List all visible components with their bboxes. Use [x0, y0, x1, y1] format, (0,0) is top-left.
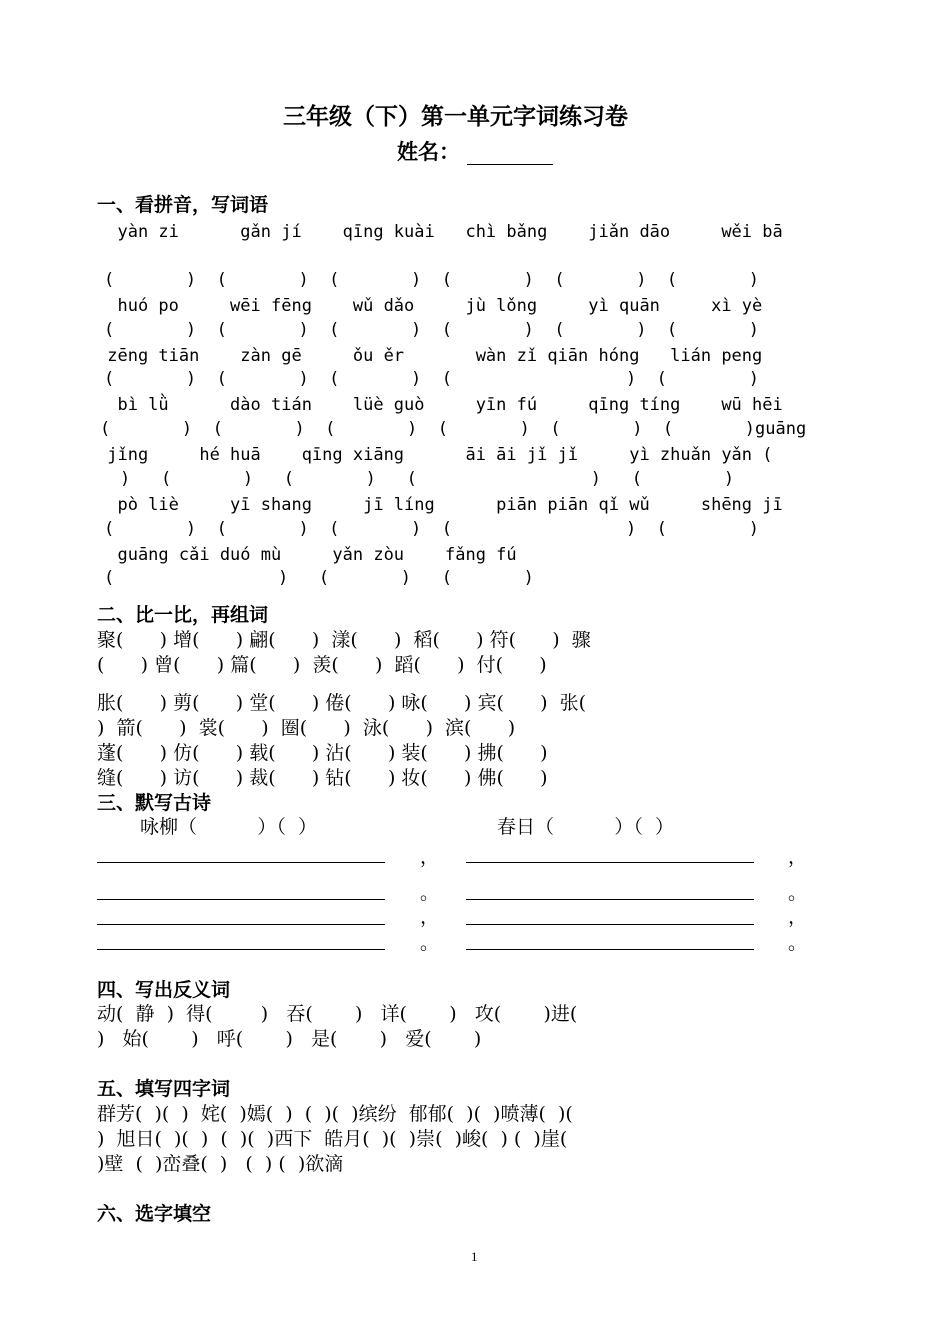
answer-blanks-line[interactable]: ( ) ( ) ( ) ( ) ( ) ( ) [104, 320, 760, 340]
poem-right-title[interactable]: 春日（ ）（ ） [497, 816, 674, 838]
section-heading: 五、填写四字词 [97, 1078, 231, 1100]
answer-blanks-line[interactable]: ( ) ( ) ( ) ( ) ( ) ( )guāng [100, 419, 807, 439]
name-label: 姓名： [397, 140, 460, 164]
punctuation: 。 [788, 932, 808, 954]
exercise-line[interactable]: 缝( ) 访( ) 裁( ) 钻( ) 妆( ) 佛( ) [97, 767, 548, 789]
pinyin-line: huó po wēi fēng wǔ dǎo jù lǒng yì quān xì yè [97, 296, 763, 316]
exercise-line[interactable]: ) 旭日( )( ) ( )( )西下 皓月( )( )崇( )峻( ) ( )崖( [97, 1128, 568, 1150]
pinyin-line: bì lǜ dào tián lüè guò yīn fú qīng tíng wū hēi [97, 395, 783, 415]
exercise-line[interactable]: 聚( ) 增( ) 翩( ) 漾( ) 稻( ) 符( ) 骤 [97, 629, 591, 651]
section-heading: 六、选字填空 [97, 1203, 212, 1225]
answer-blanks-line[interactable]: ( ) ( ) ( ) ( ) ( ) [104, 369, 760, 389]
punctuation: ， [788, 846, 808, 868]
punctuation: ， [420, 906, 440, 928]
section-heading: 二、比一比，再组词 [97, 604, 269, 626]
exercise-line[interactable]: 蓬( ) 仿( ) 载( ) 沾( ) 装( ) 拂( ) [97, 742, 548, 764]
poem-line-blank[interactable] [97, 924, 385, 925]
poem-line-blank[interactable] [466, 862, 754, 863]
poem-line-blank[interactable] [466, 899, 754, 900]
answer-blanks-line[interactable]: ) ( ) ( ) ( ) ( ) [120, 469, 735, 489]
poem-line-blank[interactable] [97, 949, 385, 950]
answer-blanks-line[interactable]: ( ) ( ) ( ) ( ) ( ) ( ) [104, 270, 760, 290]
section-heading: 四、写出反义词 [97, 979, 231, 1001]
exercise-line[interactable]: 群芳( )( ) 姹( )嫣( ) ( )( )缤纷 郁郁( )( )喷薄( )( [97, 1103, 573, 1125]
punctuation: ， [420, 846, 440, 868]
answer-blanks-line[interactable]: ( ) ( ) ( ) [104, 568, 534, 588]
exercise-line[interactable]: 胀( ) 剪( ) 堂( ) 倦( ) 咏( ) 宾( ) 张( [97, 692, 587, 714]
poem-line-blank[interactable] [466, 949, 754, 950]
page-title: 三年级（下）第一单元字词练习卷 [283, 104, 628, 130]
pinyin-line: pò liè yī shang jī líng piān piān qǐ wǔ shēng jī [97, 495, 783, 515]
section-heading: 三、默写古诗 [97, 792, 212, 814]
poem-line-blank[interactable] [97, 862, 385, 863]
exercise-line[interactable]: ( ) 曾( ) 篇( ) 羡( ) 蹈( ) 付( ) [97, 654, 547, 676]
punctuation: 。 [788, 882, 808, 904]
name-blank[interactable] [467, 164, 553, 165]
punctuation: ， [788, 906, 808, 928]
punctuation: 。 [420, 932, 440, 954]
exercise-line[interactable]: 动( 静 ) 得( ) 吞( ) 详( ) 攻( )进( [97, 1003, 578, 1025]
poem-line-blank[interactable] [97, 899, 385, 900]
pinyin-line: jǐng hé huā qīng xiāng āi āi jǐ jǐ yì zhuǎn yǎn ( [97, 445, 773, 465]
page-number: 1 [471, 1249, 478, 1264]
section-heading: 一、看拼音，写词语 [97, 194, 269, 216]
punctuation: 。 [420, 882, 440, 904]
exercise-line[interactable]: ) 箭( ) 裳( ) 圈( ) 泳( ) 滨( ) [97, 717, 516, 739]
exercise-line[interactable]: ) 始( ) 呼( ) 是( ) 爱( ) [97, 1028, 482, 1050]
answer-blanks-line[interactable]: ( ) ( ) ( ) ( ) ( ) [104, 519, 760, 539]
pinyin-line: yàn zi gǎn jí qīng kuài chì bǎng jiǎn dāo wěi bā [97, 222, 783, 242]
exercise-line[interactable]: )壁 ( )峦叠( ) ( ) ( )欲滴 [97, 1153, 344, 1175]
poem-left-title[interactable]: 咏柳（ ）（ ） [140, 816, 317, 838]
pinyin-line: zēng tiān zàn gē ǒu ěr wàn zǐ qiān hóng lián peng [97, 346, 763, 366]
poem-line-blank[interactable] [466, 924, 754, 925]
pinyin-line: guāng cǎi duó mù yǎn zòu fǎng fú [97, 545, 517, 565]
